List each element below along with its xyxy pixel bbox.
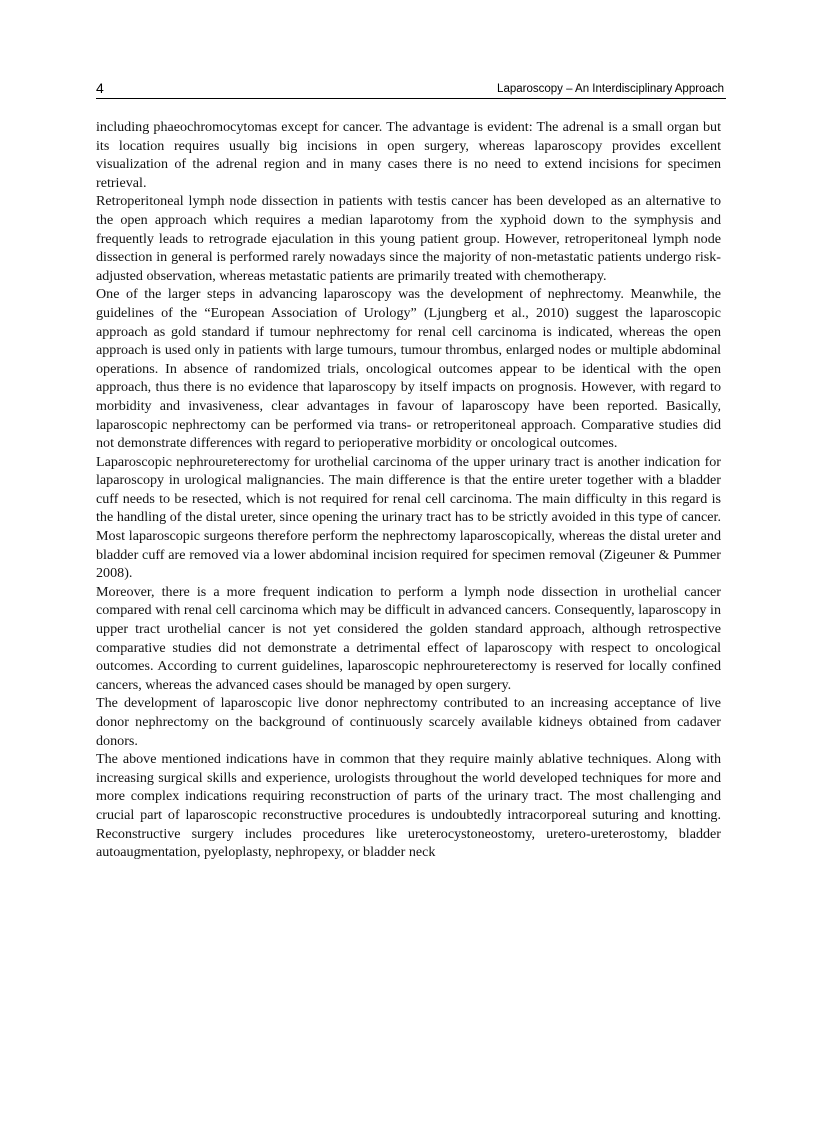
running-title: Laparoscopy – An Interdisciplinary Approach	[497, 83, 724, 95]
paragraph: including phaeochromocytomas except for cancer. The advantage is evident: The adrenal is a small organ but its location requires usually big incisions in open surgery, whereas laparoscopy provides excellent visualization of the adrenal region and in many cases there is no need to extend incisions for specimen retrieval.	[96, 119, 721, 191]
paragraph: The development of laparoscopic live donor nephrectomy contributed to an increasing acceptance of live donor nephrectomy on the background of continuously scarcely available kidneys obtained from cadaver donors.	[96, 695, 721, 749]
paragraph: The above mentioned indications have in common that they require mainly ablative techniques. Along with increasing surgical skills and experience, urologists throughout the world developed techniques for more and more complex indications requiring reconstruction of parts of the urinary tract. The most challenging and crucial part of laparoscopic reconstructive procedures is undoubtedly intracorporeal suturing and knotting. Reconstructive surgery includes procedures like ureterocystoneostomy, uretero-ureterostomy, bladder autoaugmentation, pyeloplasty, nephropexy, or bladder neck	[96, 751, 721, 861]
body-text	[96, 118, 721, 862]
paragraph: Retroperitoneal lymph node dissection in patients with testis cancer has been developed as an alternative to the open approach which requires a median laparotomy from the xyphoid down to the symphysis and frequently leads to retrograde ejaculation in this young patient group. However, retroperitoneal lymph node dissection in general is performed rarely nowadays since the majority of non-metastatic patients undergo risk-adjusted observation, whereas metastatic patients are primarily treated with chemotherapy.	[96, 193, 721, 284]
paragraph: Laparoscopic nephroureterectomy for urothelial carcinoma of the upper urinary tract is another indication for laparoscopy in urological malignancies. The main difference is that the entire ureter together with a bladder cuff needs to be resected, which is not required for renal cell carcinoma. The main difficulty in this regard is the handling of the distal ureter, since opening the urinary tract has to be strictly avoided in this type of cancer. Most laparoscopic surgeons therefore perform the nephrectomy laparoscopically, whereas the distal ureter and bladder cuff are removed via a lower abdominal incision required for specimen removal (Zigeuner & Pummer 2008).	[96, 453, 721, 582]
paragraph: One of the larger steps in advancing laparoscopy was the development of nephrectomy. Meanwhile, the guidelines of the “European Association of Urology” (Ljungberg et al., 2010) suggest the laparoscopic approach as gold standard if tumour nephrectomy for renal cell carcinoma is indicated, whereas the open approach is used only in patients with large tumours, tumour thrombus, enlarged nodes or multiple abdominal operations. In absence of randomized trials, oncological outcomes appear to be identical with the open approach, thus there is no evidence that laparoscopy by itself impacts on prognosis. However, with regard to morbidity and invasiveness, clear advantages in favour of laparoscopy have been reported. Basically, laparoscopic nephrectomy can be performed via trans- or retroperitoneal approach. Comparative studies did not demonstrate differences with regard to perioperative morbidity or oncological outcomes.	[96, 286, 721, 452]
page-number: 4	[96, 80, 104, 96]
paragraph: Moreover, there is a more frequent indication to perform a lymph node dissection in urothelial cancer compared with renal cell carcinoma which may be difficult in advanced cancers. Consequently, laparoscopy in upper tract urothelial cancer is not yet considered the golden standard approach, although retrospective comparative studies did not demonstrate a detrimental effect of laparoscopy with respect to oncological outcomes. According to current guidelines, laparoscopic nephroureterectomy is reserved for locally confined cancers, whereas the advanced cases should be managed by open surgery.	[96, 583, 721, 693]
page-header	[96, 80, 726, 99]
